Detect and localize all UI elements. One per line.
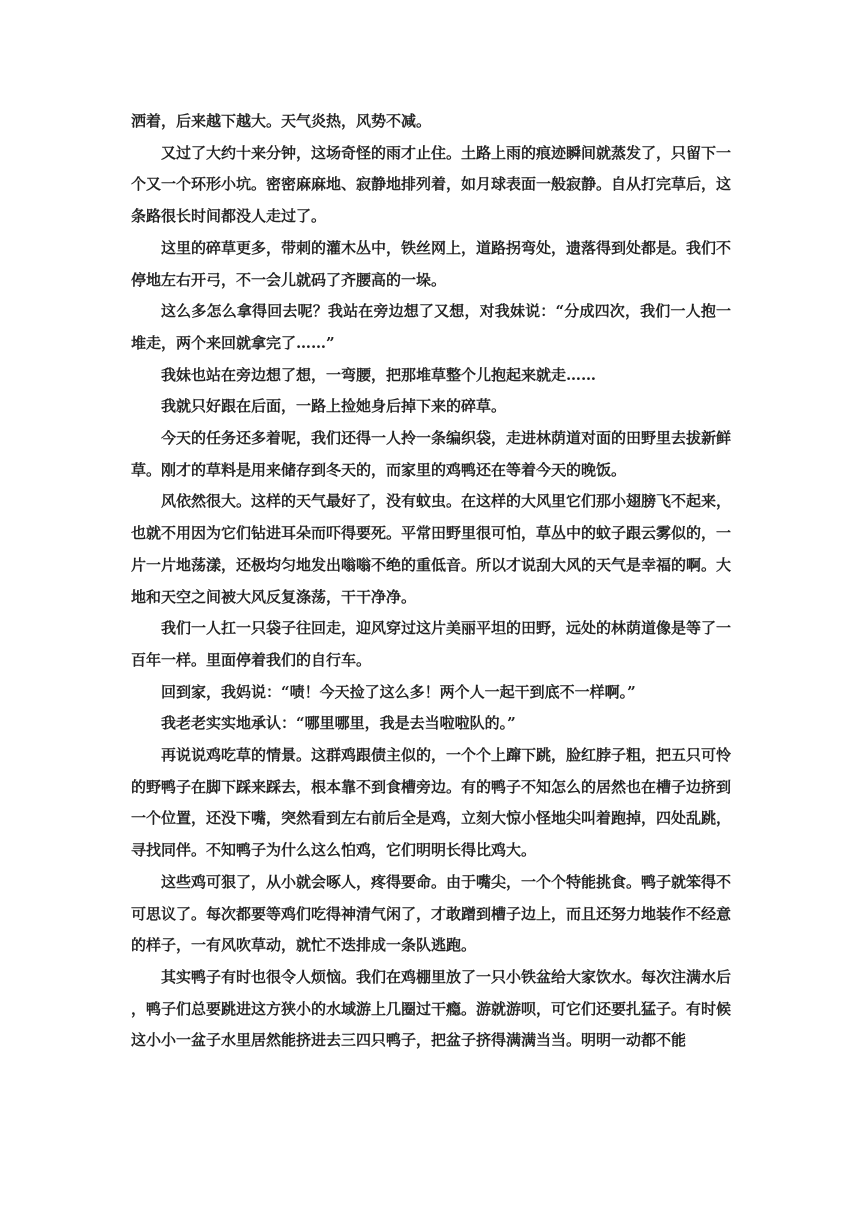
paragraph: 我就只好跟在后面，一路上捡她身后掉下来的碎草。	[161, 397, 507, 416]
paragraph: 我老老实实地承认：“哪里哪里，我是去当啦啦队的。”	[161, 714, 516, 733]
paragraph: 又过了大约十来分钟，这场奇怪的雨才止住。土路上雨的痕迹瞬间就蒸发了，只留下一个又一个环形小坑。密密麻麻地、寂静地排列着，如月球表面一般寂静。自从打完草后，这条路很长时间都没人走过了。	[131, 143, 732, 226]
document-body	[131, 106, 731, 1057]
paragraph: 我们一人扛一只袋子往回走，迎风穿过这片美丽平坦的田野，远处的林荫道像是等了一百年一样。里面停着我们的自行车。	[131, 619, 732, 669]
paragraph: 我妹也站在旁边想了想，一弯腰，把那堆草整个儿抱起来就走……	[161, 365, 597, 384]
paragraph: 回到家，我妈说：“啧！今天捡了这么多！两个人一起干到底不一样啊。”	[161, 682, 636, 701]
paragraph: 洒着，后来越下越大。天气炎热，风势不减。	[131, 112, 432, 130]
paragraph: 风依然很大。这样的天气最好了，没有蚊虫。在这样的大风里它们那小翅膀飞不起来，也就不用因为它们钻进耳朵而吓得要死。平常田野里很可怕，草丛中的蚊子跟云雾似的，一片一片地荡漾，还极均匀地发出嗡嗡不绝的重低音。所以才说刮大风的天气是幸福的啊。大地和天空之间被大风反复涤荡，干干净净。	[131, 492, 732, 606]
paragraph: 再说说鸡吃草的情景。这群鸡跟债主似的，一个个上蹿下跳，脸红脖子粗，把五只可怜的野鸭子在脚下踩来踩去，根本靠不到食槽旁边。有的鸭子不知怎么的居然也在槽子边挤到一个位置，还没下嘴，突然看到左右前后全是鸡，立刻大惊小怪地尖叫着跑掉，四处乱跳，寻找同伴。不知鸭子为什么这么怕鸡，它们明明长得比鸡大。	[131, 746, 732, 860]
paragraph: 这里的碎草更多，带刺的灌木丛中，铁丝网上，道路拐弯处，遗落得到处都是。我们不停地左右开弓，不一会儿就码了齐腰高的一垛。	[131, 238, 732, 289]
paragraph: 今天的任务还多着呢，我们还得一人拎一条编织袋，走进林荫道对面的田野里去拔新鲜草。刚才的草料是用来储存到冬天的，而家里的鸡鸭还在等着今天的晚饭。	[131, 429, 732, 479]
paragraph: 这么多怎么拿得回去呢？我站在旁边想了又想，对我妹说：“分成四次，我们一人抱一堆走，两个来回就拿完了……”	[131, 302, 731, 352]
paragraph: 其实鸭子有时也很令人烦恼。我们在鸡棚里放了一只小铁盆给大家饮水。每次注满水后，鸭子们总要跳进这方狭小的水域游上几圈过干瘾。游就游呗，可它们还要扎猛子。有时候这小小一盆子水里居然能挤进去三四只鸭子，把盆子挤得满满当当。明明一动都不能	[131, 967, 732, 1050]
paragraph: 这些鸡可狠了，从小就会啄人，疼得要命。由于嘴尖，一个个特能挑食。鸭子就笨得不可思议了。每次都要等鸡们吃得神清气闲了，才敢蹭到槽子边上，而且还努力地装作不经意的样子，一有风吹草动，就忙不迭排成一条队逃跑。	[131, 872, 732, 955]
